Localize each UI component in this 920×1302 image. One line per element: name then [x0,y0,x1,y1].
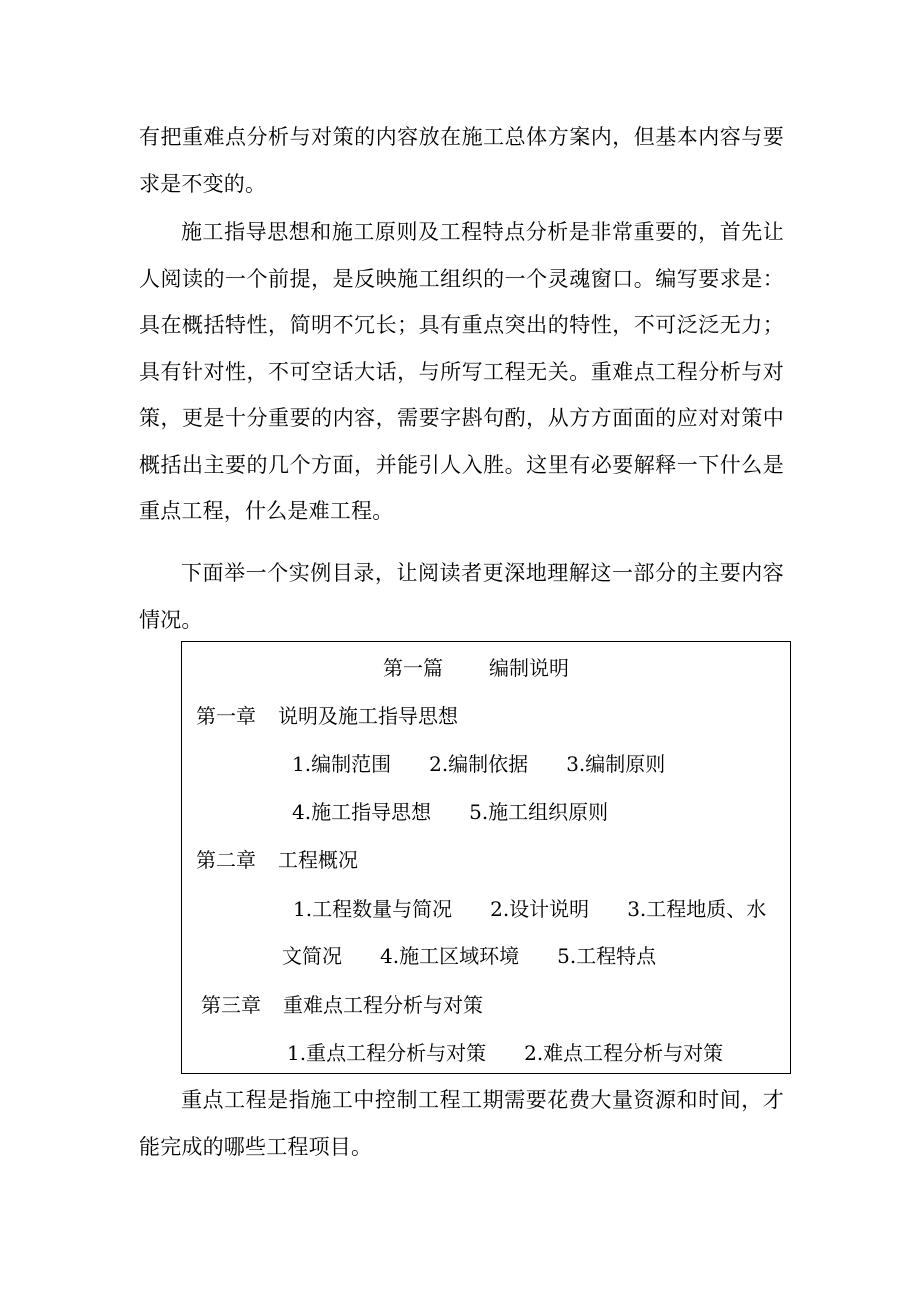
toc-chapter-title: 重难点工程分析与对策 [283,993,483,1017]
toc-chapter-2-items-row-1 [293,895,766,923]
toc-part-label: 第一篇 [383,656,443,680]
toc-chapter-title: 说明及施工指导思想 [278,704,458,728]
toc-item: 2.编制依据 [429,752,529,776]
paragraph-key-works-definition: 重点工程是指施工中控制工程工期需要花费大量资源和时间，才能完成的哪些工程项目。 [139,1088,784,1159]
toc-chapter-label: 第二章 [196,848,256,872]
toc-chapter-3-items [287,1039,723,1067]
toc-chapter-1-items-row-1 [292,750,665,778]
toc-item: 5.工程特点 [557,944,657,968]
paragraph-example-intro: 下面举一个实例目录，让阅读者更深地理解这一部分的主要内容情况。 [139,561,784,632]
toc-item: 2.设计说明 [490,897,590,921]
toc-chapter-label: 第三章 [201,993,261,1017]
toc-item: 1.重点工程分析与对策 [287,1041,487,1065]
toc-item: 4.施工区域环境 [380,944,520,968]
toc-item: 1.工程数量与简况 [293,897,453,921]
toc-chapter-1-items-row-2 [292,798,608,826]
toc-item: 4.施工指导思想 [292,800,432,824]
toc-chapter-label: 第一章 [196,704,256,728]
toc-item: 3.编制原则 [566,752,666,776]
toc-chapter-2-items-row-2 [282,942,656,970]
paragraph-guiding-principles: 施工指导思想和施工原则及工程特点分析是非常重要的，首先让人阅读的一个前提，是反映施工组织的一个灵魂窗口。编写要求是：具在概括特性，简明不冗长；具有重点突出的特性，不可泛泛无力；具有针对性，不可空话大话，与所写工程无关。重难点工程分析与对策，更是十分重要的内容，需要字斟句酌，从方方面面的应对对策中概括出主要的几个方面，并能引人入胜。这里有必要解释一下什么是重点工程，什么是难工程。 [139,220,784,523]
toc-item: 1.编制范围 [292,752,392,776]
toc-chapter-1 [196,702,458,730]
toc-item: 2.难点工程分析与对策 [524,1041,724,1065]
toc-part-heading [383,654,569,682]
toc-chapter-title: 工程概况 [278,848,358,872]
toc-item: 5.施工组织原则 [469,800,609,824]
toc-chapter-3 [201,991,483,1019]
table-of-contents-box [181,641,791,1074]
toc-part-title: 编制说明 [489,656,569,680]
toc-chapter-2 [196,846,358,874]
toc-item: 3.工程地质、水 [627,897,767,921]
paragraph-intro-continued: 有把重难点分析与对策的内容放在施工总体方案内，但基本内容与要求是不变的。 [139,125,784,196]
toc-item: 文简况 [282,944,342,968]
